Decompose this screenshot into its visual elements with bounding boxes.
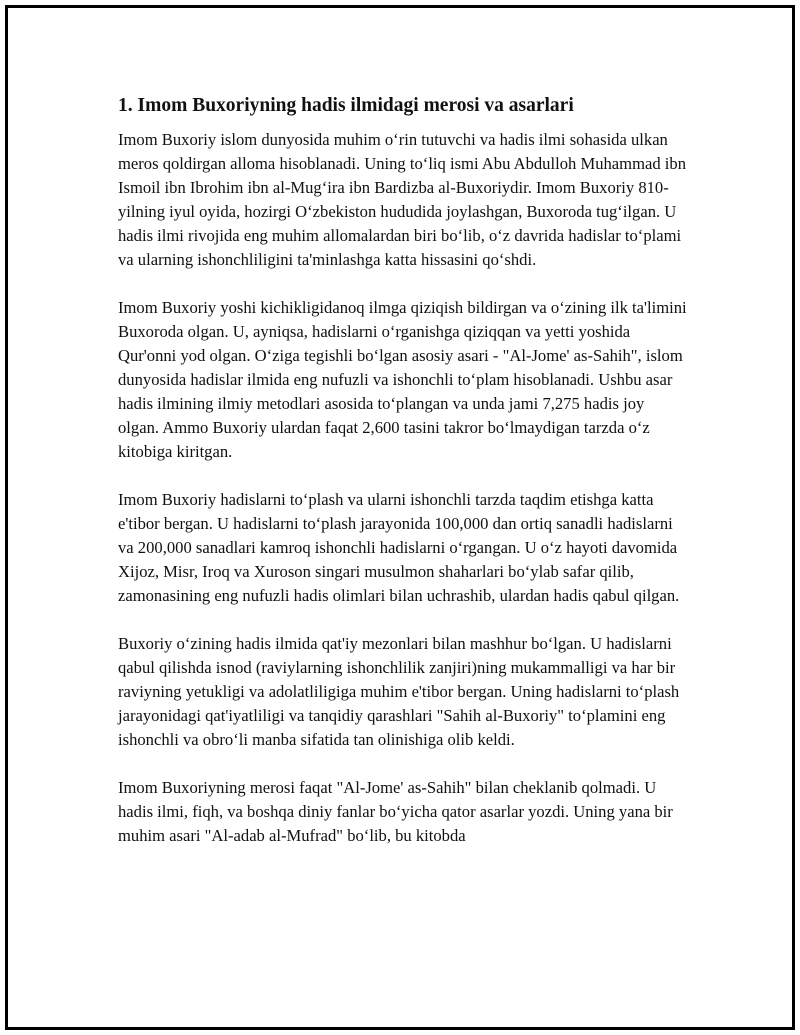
- section-heading: 1. Imom Buxoriyning hadis ilmidagi merosi va asarlari: [118, 95, 574, 116]
- paragraph-2: Imom Buxoriy yoshi kichikligidanoq ilmga qiziqish bildirgan va oʻzining ilk ta'limini Buxoroda olgan. U, ayniqsa, hadislarni oʻrganishga qiziqqan va yetti yoshida Qur'onni yod olgan. Oʻziga tegishli boʻlgan asosiy asari - "Al-Jome' as-Sahih", islom dunyosida hadislar ilmida eng nufuzli va ishonchli toʻplam hisoblanadi. Ushbu asar hadis ilmining ilmiy metodlari asosida toʻplangan va unda jami 7,275 hadis joy olgan. Ammo Buxoriy ulardan faqat 2,600 tasini takror boʻlmaydigan tarzda oʻz kitobiga kiritgan.: [118, 298, 687, 461]
- paragraph-1: Imom Buxoriy islom dunyosida muhim oʻrin tutuvchi va hadis ilmi sohasida ulkan meros qoldirgan alloma hisoblanadi. Uning toʻliq ismi Abu Abdulloh Muhammad ibn Ismoil ibn Ibrohim ibn al-Mugʻira ibn Bardizba al-Buxoriydir. Imom Buxoriy 810-yilning iyul oyida, hozirgi Oʻzbekiston hududida joylashgan, Buxoroda tugʻilgan. U hadis ilmi rivojida eng muhim allomalardan biri boʻlib, oʻz davrida hadislar toʻplami va ularning ishonchliligini ta'minlashga katta hissasini qoʻshdi.: [118, 130, 686, 269]
- document-body: [118, 94, 688, 872]
- paragraph-5: Imom Buxoriyning merosi faqat "Al-Jome' as-Sahih" bilan cheklanib qolmadi. U hadis ilmi, fiqh, va boshqa diniy fanlar boʻyicha qator asarlar yozdi. Uning yana bir muhim asari "Al-adab al-Mufrad" boʻlib, bu kitobda: [118, 778, 673, 845]
- paragraph-4: Buxoriy oʻzining hadis ilmida qat'iy mezonlari bilan mashhur boʻlgan. U hadislarni qabul qilishda isnod (raviylarning ishonchlilik zanjiri)ning mukammalligi va har bir raviyning yetukligi va adolatliligiga muhim e'tibor bergan. Uning hadislarni toʻplash jarayonidagi qat'iyatliligi va tanqidiy qarashlari "Sahih al-Buxoriy" toʻplamini eng ishonchli va obroʻli manba sifatida tan olinishiga olib keldi.: [118, 634, 680, 749]
- paragraph-3: Imom Buxoriy hadislarni toʻplash va ularni ishonchli tarzda taqdim etishga katta e'tibor bergan. U hadislarni toʻplash jarayonida 100,000 dan ortiq sanadli hadislarni va 200,000 sanadlari kamroq ishonchli hadislarni oʻrgangan. U oʻz hayoti davomida Xijoz, Misr, Iroq va Xuroson singari musulmon shaharlari boʻylab safar qilib, zamonasining eng nufuzli hadis olimlari bilan uchrashib, ulardan hadis qabul qilgan.: [118, 490, 680, 605]
